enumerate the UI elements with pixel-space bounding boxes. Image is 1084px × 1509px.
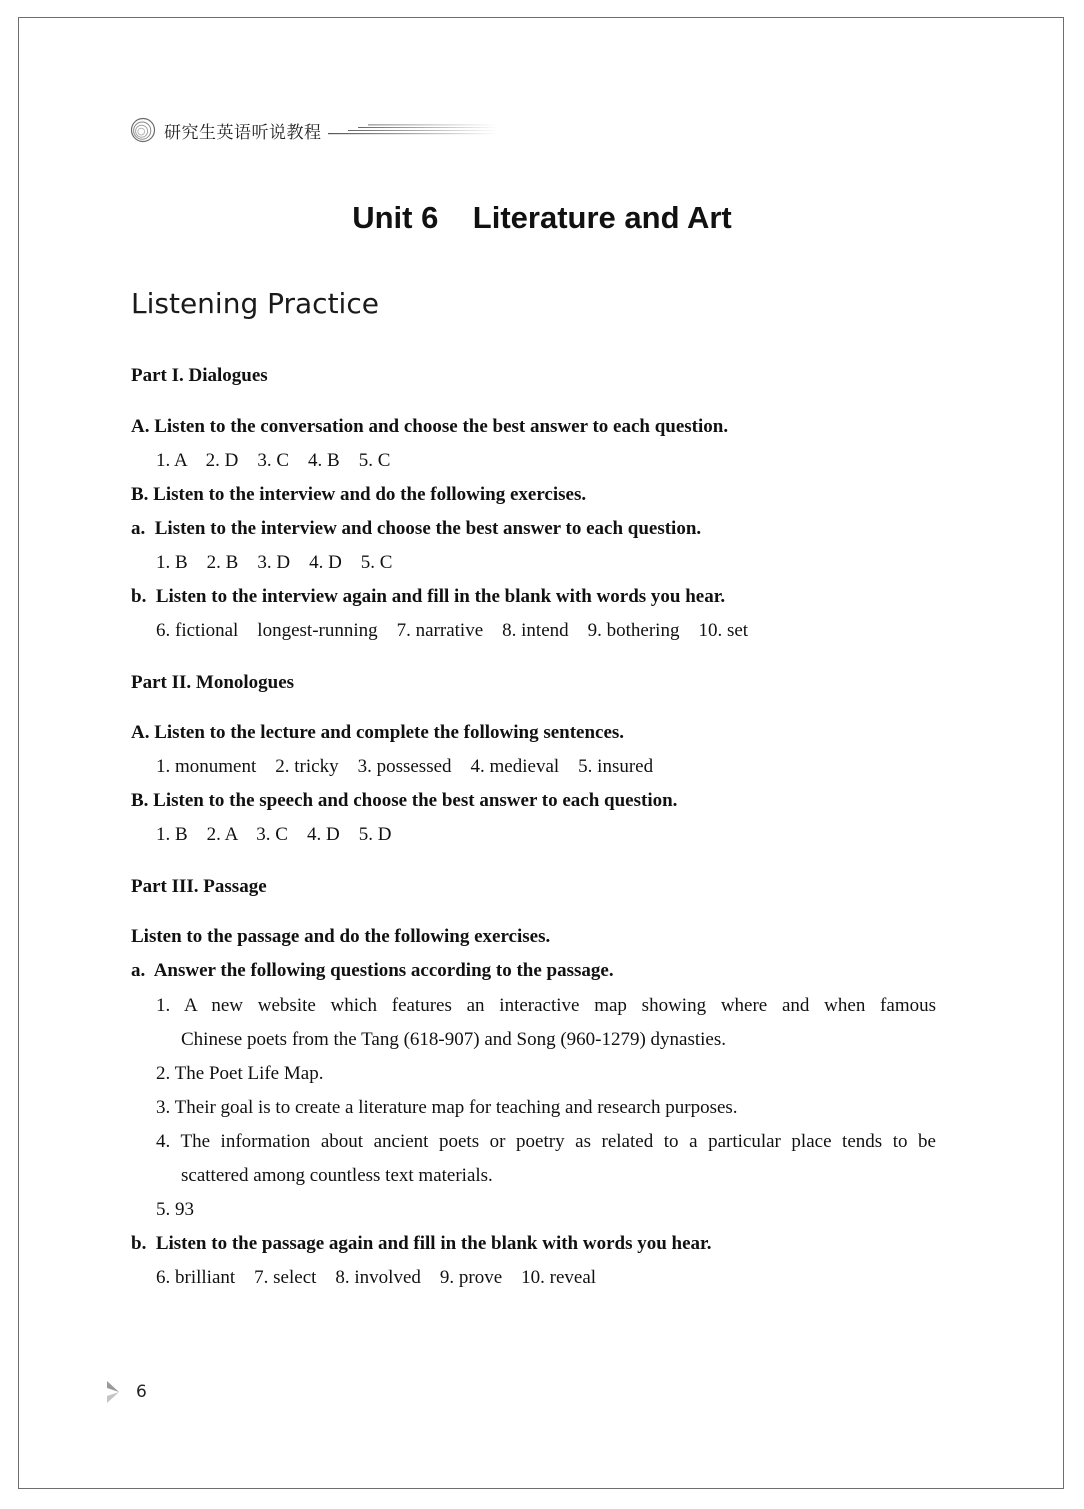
part1-b-instruction: B. Listen to the interview and do the following exercises. xyxy=(131,484,587,505)
part3-answer-4-line2: scattered among countless text materials. xyxy=(181,1165,493,1186)
part3-instruction: Listen to the passage and do the following exercises. xyxy=(131,926,551,947)
part1-b-a-answers: 1. B 2. B 3. D 4. D 5. C xyxy=(156,552,393,573)
part2-a-answers: 1. monument 2. tricky 3. possessed 4. medieval 5. insured xyxy=(156,756,654,777)
page-footer xyxy=(106,1380,147,1404)
part3-b-instruction: b. Listen to the passage again and fill in the blank with words you hear. xyxy=(131,1233,712,1254)
part3-answer-5: 5. 93 xyxy=(156,1199,194,1220)
part3-answer-1-line2: Chinese poets from the Tang (618-907) and Song (960-1279) dynasties. xyxy=(181,1029,727,1050)
spiral-logo-icon xyxy=(130,117,156,143)
part3-answer-3: 3. Their goal is to create a literature map for teaching and research purposes. xyxy=(156,1097,738,1118)
part1-b-b-answers: 6. fictional longest-running 7. narrative 8. intend 9. bothering 10. set xyxy=(156,620,749,641)
part3-answer-2: 2. The Poet Life Map. xyxy=(156,1063,324,1084)
part3-b-answers: 6. brilliant 7. select 8. involved 9. prove 10. reveal xyxy=(156,1267,597,1288)
part2-a-instruction: A. Listen to the lecture and complete the following sentences. xyxy=(131,722,625,743)
part1-heading: Part I. Dialogues xyxy=(131,365,268,386)
part1-b-a-instruction: a. Listen to the interview and choose the best answer to each question. xyxy=(131,518,702,539)
part1-a-instruction: A. Listen to the conversation and choose the best answer to each question. xyxy=(131,416,729,437)
part2-b-instruction: B. Listen to the speech and choose the best answer to each question. xyxy=(131,790,678,811)
part3-heading: Part III. Passage xyxy=(131,876,267,897)
part3-a-instruction: a. Answer the following questions according to the passage. xyxy=(131,960,614,981)
part2-heading: Part II. Monologues xyxy=(131,672,295,693)
section-title: Listening Practice xyxy=(131,287,379,320)
header-decorative-lines xyxy=(328,123,498,137)
part3-answer-4-line1: 4. The information about ancient poets or poetry as related to a particular place tends to be xyxy=(156,1131,936,1152)
running-header xyxy=(130,117,498,143)
part2-b-answers: 1. B 2. A 3. C 4. D 5. D xyxy=(156,824,392,845)
page-arrow-icon xyxy=(106,1380,122,1404)
part1-a-answers: 1. A 2. D 3. C 4. B 5. C xyxy=(156,450,391,471)
page-number: 6 xyxy=(136,1382,147,1402)
part3-answer-1-line1: 1. A new website which features an interactive map showing where and when famous xyxy=(156,995,936,1016)
unit-title: Unit 6 Literature and Art xyxy=(352,200,732,235)
running-title: 研究生英语听说教程 xyxy=(164,122,322,143)
part1-b-b-instruction: b. Listen to the interview again and fill in the blank with words you hear. xyxy=(131,586,726,607)
